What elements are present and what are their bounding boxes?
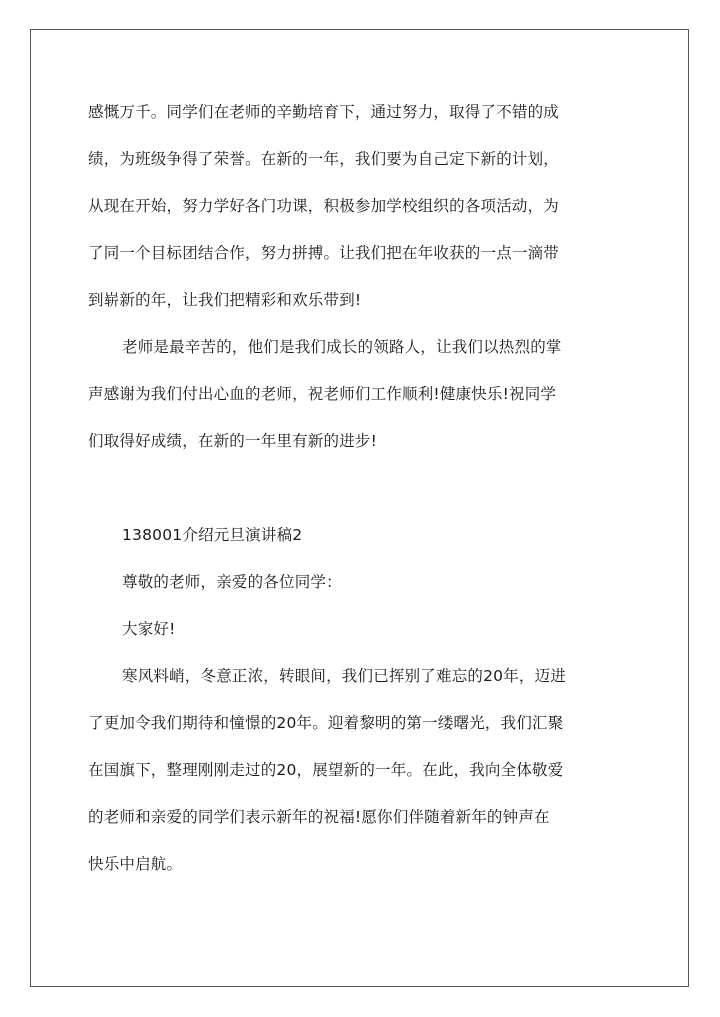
- section-title: 138001介绍元旦演讲稿2: [122, 526, 303, 544]
- paragraph-line: 老师是最辛苦的，他们是我们成长的领路人，让我们以热烈的掌: [122, 338, 562, 356]
- page-frame: [30, 29, 689, 987]
- salutation: 尊敬的老师，亲爱的各位同学：: [122, 573, 342, 591]
- paragraph-line: 从现在开始，努力学好各门功课，积极参加学校组织的各项活动，为: [88, 197, 560, 215]
- greeting: 大家好!: [122, 620, 176, 638]
- paragraph-line: 了同一个目标团结合作，努力拼搏。让我们把在年收获的一点一滴带: [88, 244, 560, 262]
- paragraph-line: 到崭新的年，让我们把精彩和欢乐带到!: [88, 291, 362, 309]
- paragraph-line: 了更加令我们期待和憧憬的20年。迎着黎明的第一缕曙光，我们汇聚: [88, 714, 564, 732]
- paragraph-line: 在国旗下，整理刚刚走过的20，展望新的一年。在此，我向全体敬爱: [88, 761, 564, 779]
- paragraph-line: 的老师和亲爱的同学们表示新年的祝福!愿你们伴随着新年的钟声在: [88, 808, 550, 826]
- paragraph-line: 寒风料峭，冬意正浓，转眼间，我们已挥别了难忘的20年，迈进: [122, 667, 567, 685]
- paragraph-line: 快乐中启航。: [88, 855, 183, 873]
- paragraph-line: 感慨万千。同学们在老师的辛勤培育下，通过努力，取得了不错的成: [88, 103, 560, 121]
- paragraph-line: 声感谢为我们付出心血的老师，祝老师们工作顺利!健康快乐!祝同学: [88, 385, 557, 403]
- paragraph-line: 们取得好成绩，在新的一年里有新的进步!: [88, 432, 378, 450]
- paragraph-line: 绩，为班级争得了荣誉。在新的一年，我们要为自己定下新的计划，: [88, 150, 560, 168]
